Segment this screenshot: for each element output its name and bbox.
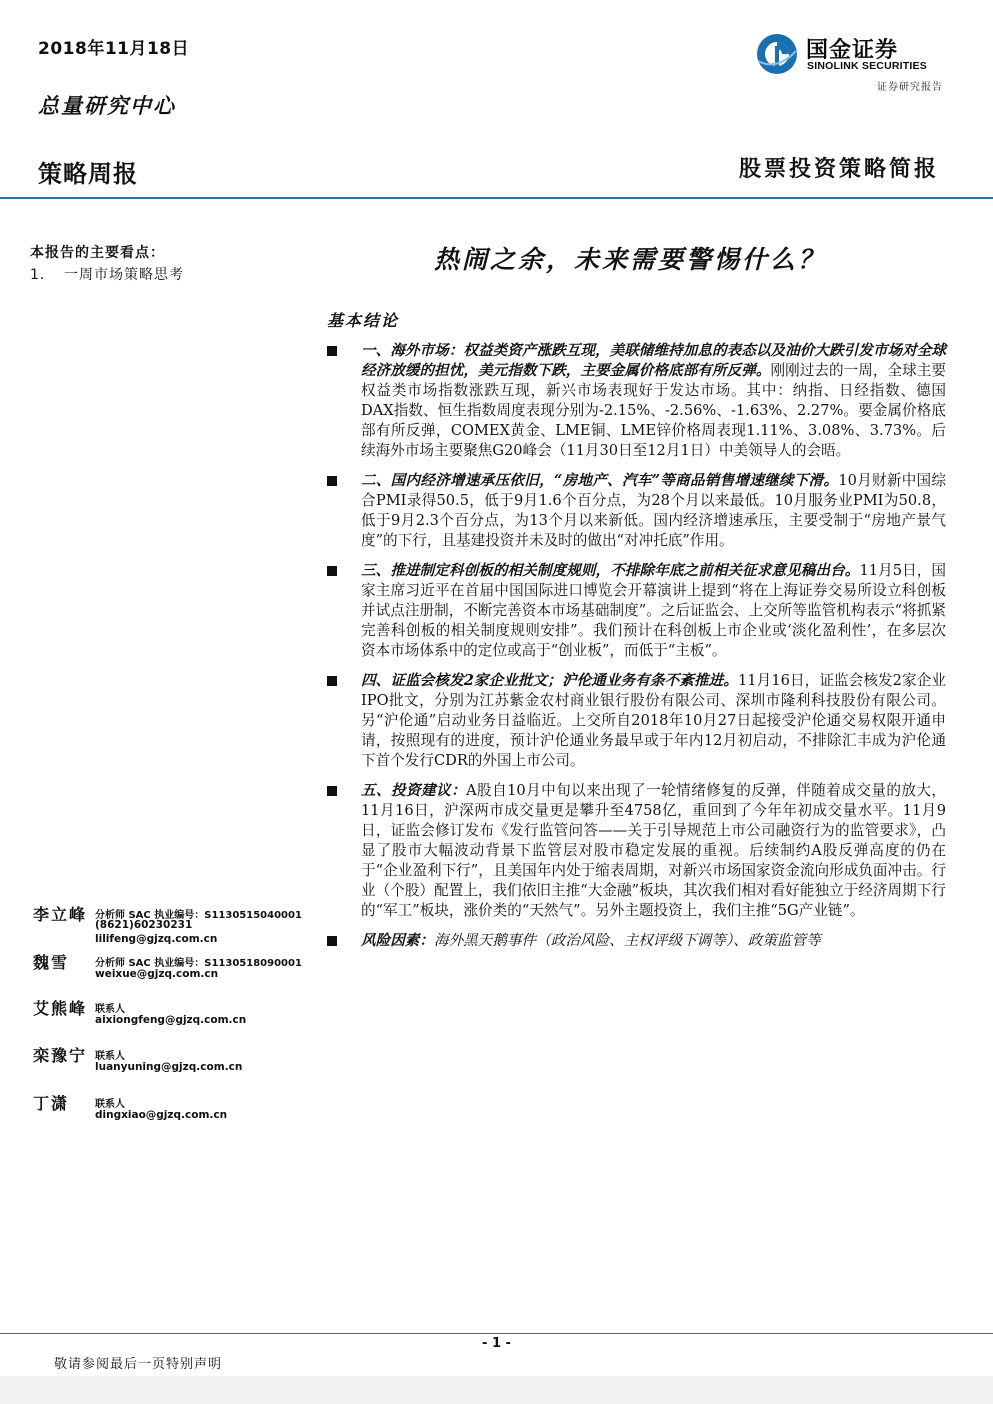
conclusion-body: A股自10月中旬以来出现了一轮情绪修复的反弹，伴随着成交量的放大，11月16日，沪深两市成交量更是攀升至4758亿，重回到了今年年初成交量水平。11月9日，证监会修订发布《发行监管问答——关于引导规范上市公司融资行为的监管要求》，凸显了股市大幅波动背景下监管层对股市稳定发展的重视。后续制约A股反弹高度的仍在于“企业盈利下行”，且美国年内处于缩表周期，对新兴市场国家资金流向形成负面冲击。行业（个股）配置上，我们依旧主推“大金融”板块，其次我们相对看好能独立于经济周期下行的“军工”板块，涨价类的“天然气”。另外主题投资上，我们主推“5G产业链”。 [361, 782, 946, 919]
logo-subtitle: 证券研究报告 [877, 82, 943, 93]
bullet-square-icon [327, 786, 337, 796]
risk-lead: 风险因素： [361, 932, 434, 949]
footer-divider [0, 1333, 993, 1334]
logo-name-en: SINOLINK SECURITIES [807, 60, 927, 72]
analyst-name: 丁潇 [33, 1094, 70, 1113]
sidebar-heading: 本报告的主要看点： [30, 245, 165, 261]
analyst-phone: (8621)60230231 [95, 919, 193, 931]
conclusion-lead: 五、投资建议： [361, 782, 467, 799]
analyst-name: 李立峰 [33, 905, 88, 924]
conclusion-lead: 二、国内经济增速承压依旧，“房地产、汽车”等商品销售增速继续下滑。 [361, 472, 839, 489]
conclusion-lead: 三、推进制定科创板的相关制度规则，不排除年底之前相关征求意见稿出台。 [361, 562, 860, 579]
header-divider [0, 197, 993, 199]
conclusion-item [326, 341, 946, 461]
analyst-email: weixue@gjzq.com.cn [95, 968, 219, 980]
bullet-square-icon [327, 936, 337, 946]
bullet-square-icon [327, 566, 337, 576]
analyst-email: lilifeng@gjzq.com.cn [95, 933, 218, 945]
research-center: 总量研究中心 [38, 93, 176, 118]
conclusion-body: 11月16日，证监会核发2家企业IPO批文，分别为江苏紫金农村商业银行股份有限公司、深圳市隆利科技股份有限公司。另“沪伦通”启动业务日益临近。上交所自2018年10月27日起接受沪伦通交易权限开通申请，按照现有的进度，预计沪伦通业务最早或于年内12月初启动，不排除汇丰成为沪伦通下首个发行CDR的外国上市公司。 [361, 672, 946, 769]
section-title: 基本结论 [327, 311, 400, 330]
logo-name-cn: 国金证券 [806, 38, 899, 63]
report-date: 2018年11月18日 [38, 39, 190, 59]
bullet-square-icon [327, 476, 337, 486]
sidebar-item-number: 1. [30, 267, 46, 283]
sidebar-item [30, 264, 184, 284]
bullet-square-icon [327, 346, 337, 356]
conclusion-lead: 一、海外市场：权益类资产涨跌互现，美联储维持加息的表态以及油价大跌引发市场对全球经济放缓的担忧，美元指数下跌，主要金属价格底部有所反弹。 [361, 342, 946, 379]
conclusion-item [326, 671, 946, 771]
analyst-name: 栾豫宁 [33, 1046, 88, 1065]
disclaimer-note: 敬请参阅最后一页特别声明 [54, 1357, 223, 1372]
analyst-role: 分析师 SAC 执业编号：S1130515040001 [95, 910, 302, 921]
conclusions-list [326, 341, 946, 961]
conclusion-body: 刚刚过去的一周，全球主要权益类市场指数涨跌互现，新兴市场表现好于发达市场。其中：纳指、日经指数、德国DAX指数、恒生指数周度表现分别为-2.15%、-2.56%、-1.63%、2.27%。要金属价格底部有所反弹，COMEX黄金、LME铜、LME锌价格周表现1.11%、3.08%、3.73%。后续海外市场主要聚焦G20峰会（11月30日至12月1日）中美领导人的会晤。 [361, 362, 946, 459]
risk-body: 海外黑天鹅事件（政治风险、主权评级下调等）、政策监管等 [433, 932, 821, 949]
analyst-email: aixiongfeng@gjzq.com.cn [95, 1014, 247, 1026]
conclusion-item [326, 471, 946, 551]
analyst-email: dingxiao@gjzq.com.cn [95, 1109, 228, 1121]
sidebar-item-text: 一周市场策略思考 [64, 267, 184, 283]
conclusion-lead: 四、证监会核发2家企业批文；沪伦通业务有条不紊推进。 [361, 672, 739, 689]
analyst-name: 魏雪 [33, 953, 70, 972]
report-type: 策略周报 [38, 160, 138, 188]
analyst-email: luanyuning@gjzq.com.cn [95, 1061, 243, 1073]
sinolink-logo-icon [756, 33, 798, 75]
report-brief: 股票投资策略简报 [738, 156, 939, 182]
conclusion-body: 11月5日，国家主席习近平在首届中国国际进口博览会开幕演讲上提到“将在上海证券交易所设立科创板并试点注册制，不断完善资本市场基础制度”。之后证监会、上交所等监管机构表示“将抓紧完善科创板的相关制度规则安排”。我们预计在科创板上市企业或‘淡化盈利性’，在多层次资本市场体系中的定位或高于“创业板”，而低于“主板”。 [361, 562, 946, 659]
footer-band [0, 1376, 993, 1404]
bullet-square-icon [327, 676, 337, 686]
risk-item [326, 931, 946, 951]
company-logo [756, 33, 944, 75]
conclusion-body: 10月财新中国综合PMI录得50.5，低于9月1.6个百分点，为28个月以来最低。10月服务业PMI为50.8，低于9月2.3个百分点，为13个月以来新低。国内经济增速承压，主要受制于“房地产景气度”的下行，且基建投资并未及时的做出“对冲托底”作用。 [361, 472, 946, 549]
analyst-role: 分析师 SAC 执业编号：S1130518090001 [95, 958, 302, 969]
report-title: 热闹之余，未来需要警惕什么？ [433, 245, 826, 274]
page-number: - 1 - [482, 1336, 511, 1351]
analyst-role: 联系人 [95, 1051, 125, 1062]
analyst-role: 联系人 [95, 1099, 125, 1110]
analyst-role: 联系人 [95, 1004, 125, 1015]
conclusion-item [326, 781, 946, 921]
analyst-name: 艾熊峰 [33, 999, 88, 1018]
conclusion-item [326, 561, 946, 661]
